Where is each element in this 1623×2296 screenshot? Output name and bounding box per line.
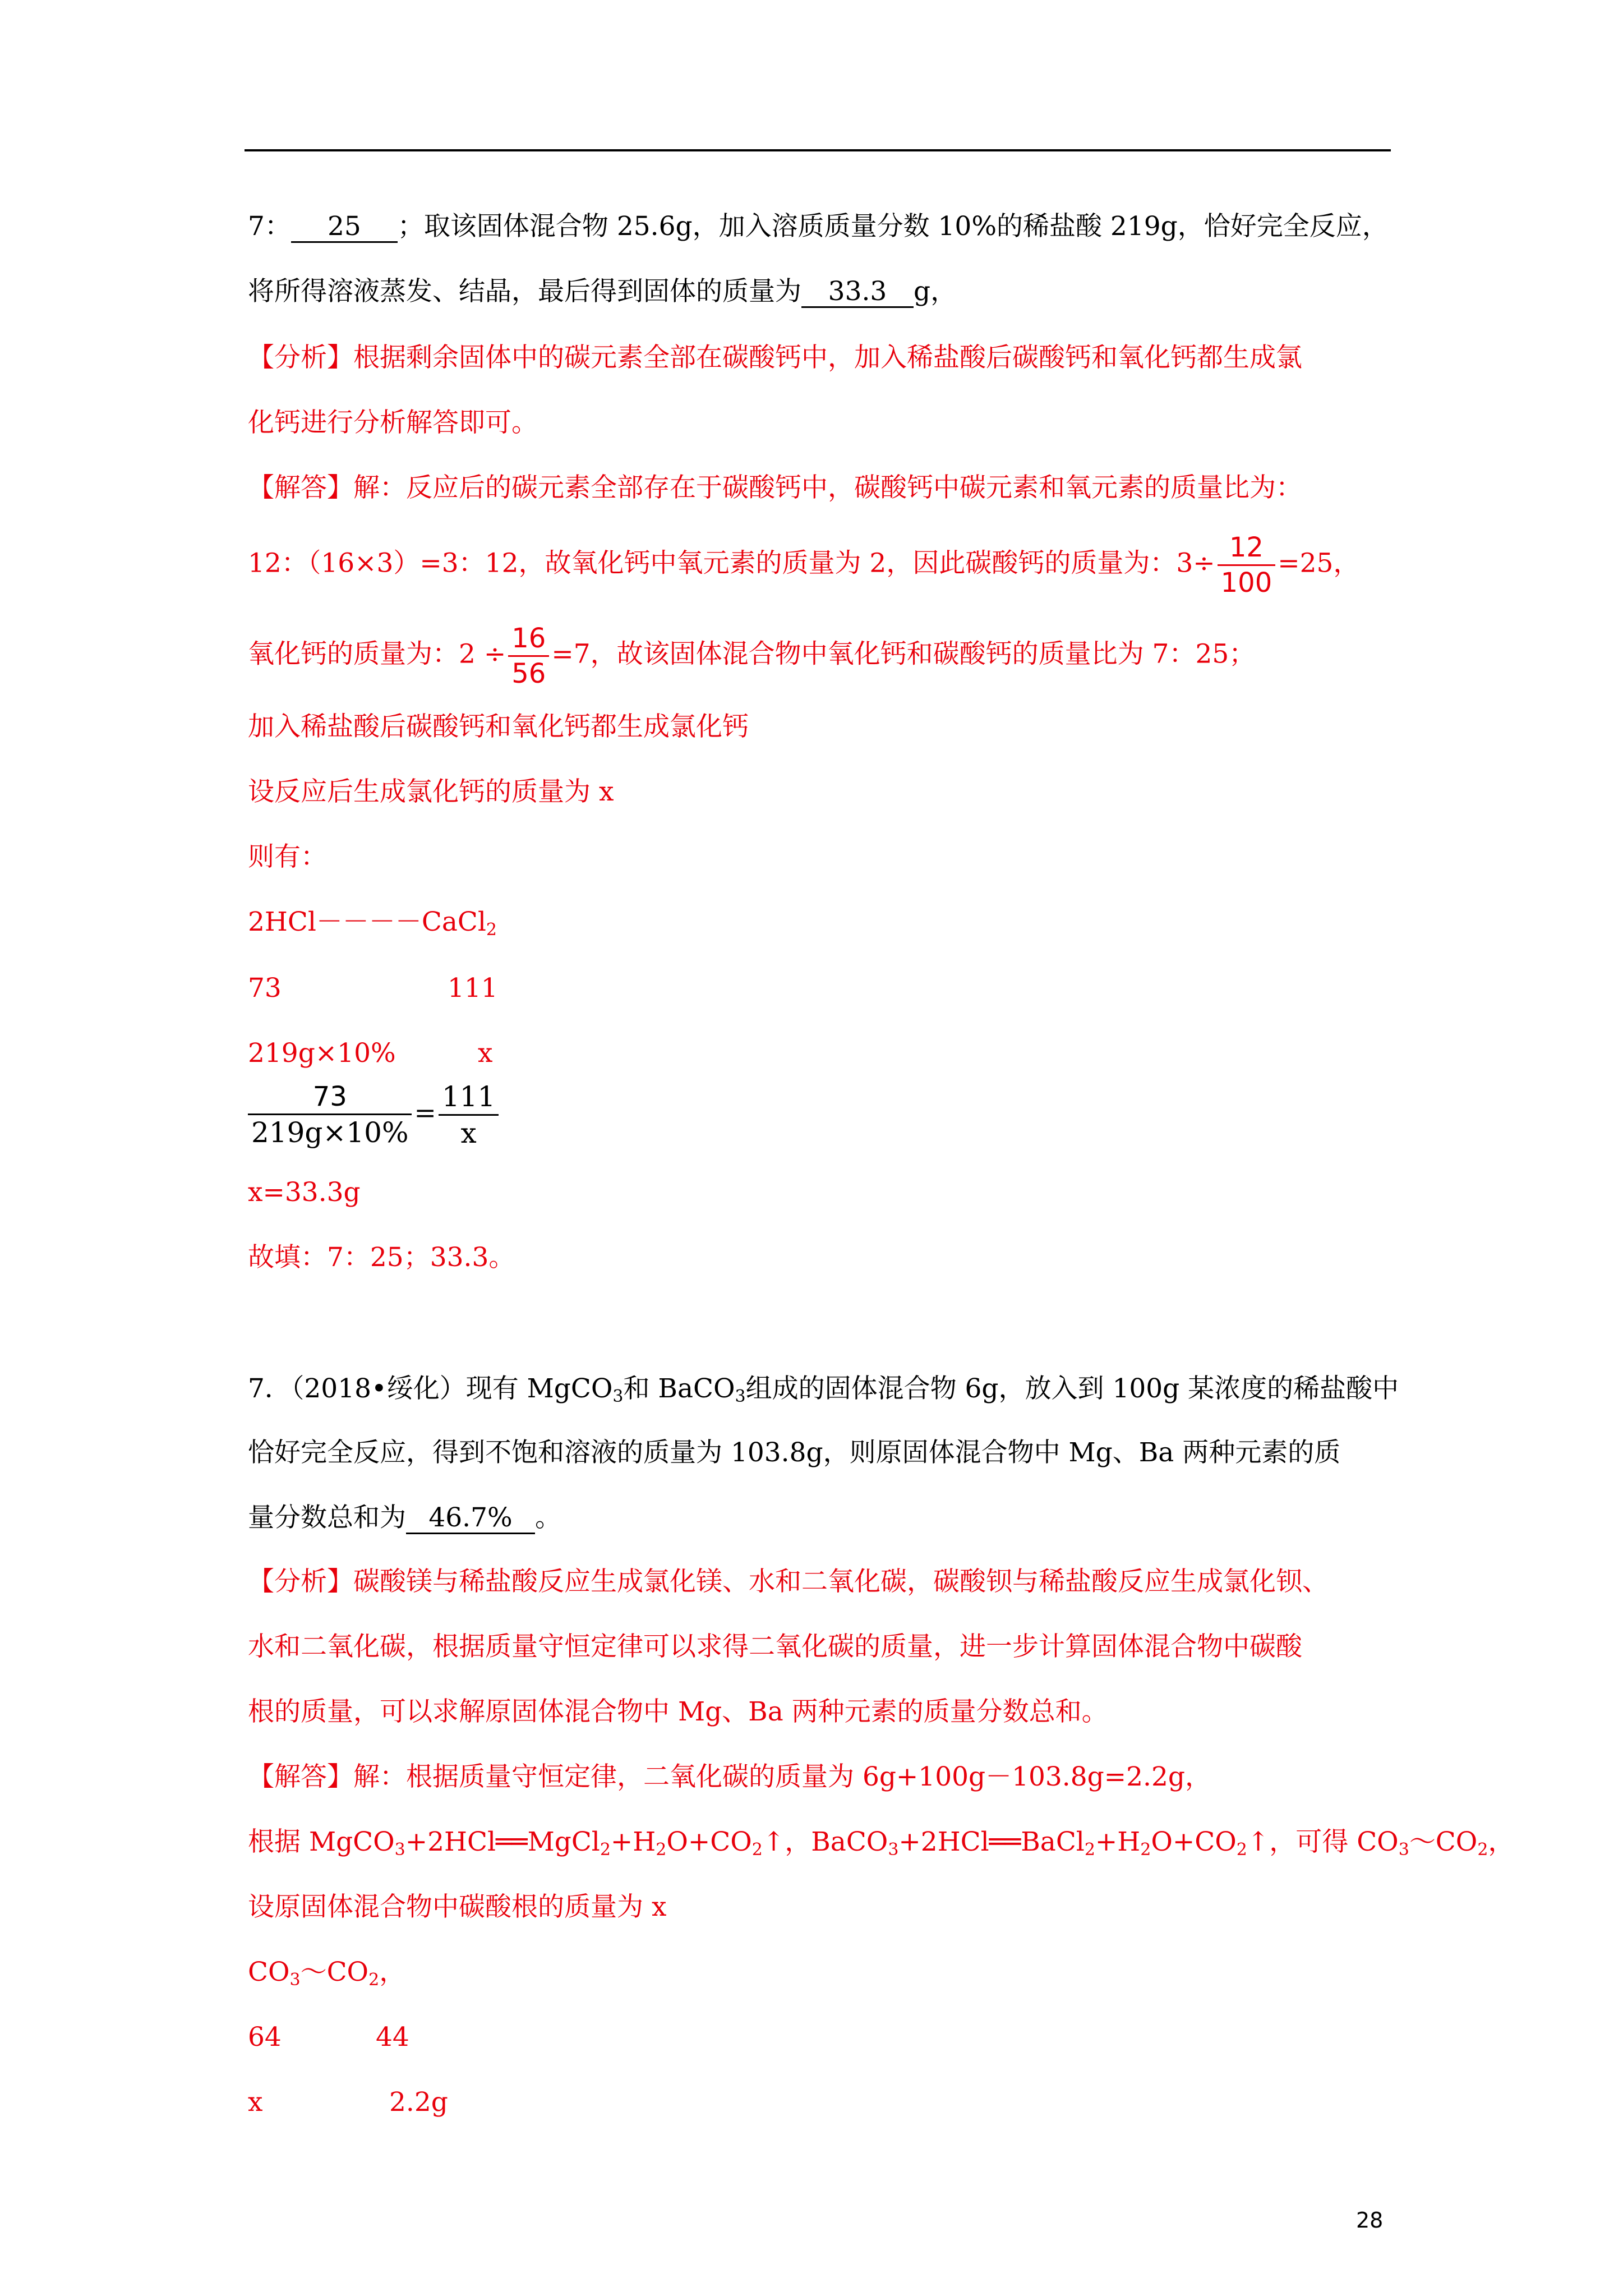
equation-line: 2HCl－－－－CaCl$_2$ xyxy=(248,907,497,940)
result-line: x=33.3g xyxy=(248,1177,361,1208)
question-line: 恰好完全反应，得到不饱和溶液的质量为 103.8g，则原固体混合物中 Mg、Ba 两种元素的质 xyxy=(248,1437,1341,1468)
fraction: $\frac{111}{x}$ xyxy=(439,1083,499,1147)
answer-tag: 【解答】 xyxy=(248,472,353,503)
fraction: $\frac{12}{100}$ xyxy=(1218,534,1276,596)
analysis-tag: 【分析】 xyxy=(248,342,353,373)
fill-line: 故填：7：25；33.3。 xyxy=(248,1242,515,1273)
answer-line: 则有： xyxy=(248,841,327,872)
answer-line: 【解答】解：根据质量守恒定律，二氧化碳的质量为 6g+100g－103.8g=2.2g， xyxy=(248,1761,1211,1792)
page-number: 28 xyxy=(1356,2208,1384,2233)
answer-tag: 【解答】 xyxy=(248,1761,353,1792)
proportion-line: $\frac{73}{219g\times 10\%}$ = $\frac{111}{x}$ xyxy=(248,1083,501,1147)
answer-line: 设原固体混合物中碳酸根的质量为 x xyxy=(248,1892,667,1922)
analysis-tag: 【分析】 xyxy=(248,1566,353,1597)
answer-line: 【解答】解：反应后的碳元素全部存在于碳酸钙中，碳酸钙中碳元素和氧元素的质量比为： xyxy=(248,472,1302,503)
given-line: x 2.2g xyxy=(248,2087,448,2118)
answer-blank: 25 xyxy=(291,212,398,243)
mass-line: 73 111 xyxy=(248,973,498,1004)
answer-line: 12：（16×3）=3：12，故氧化钙中氧元素的质量为 2，因此碳酸钙的质量为：3÷ $\frac{12}{100}$ =25， xyxy=(248,532,1360,599)
analysis-line: 【分析】碳酸镁与稀盐酸反应生成氯化镁、水和二氧化碳，碳酸钡与稀盐酸反应生成氯化钡、 xyxy=(248,1566,1329,1597)
relation-line: $CO_3\sim CO_2$， xyxy=(248,1957,406,1990)
question-line: 7： 25 ；取该固体混合物 25.6g，加入溶质质量分数 10%的稀盐酸 219g，恰好完全反应， xyxy=(248,211,1389,242)
analysis-line: 【分析】根据剩余固体中的碳元素全部在碳酸钙中，加入稀盐酸后碳酸钙和氧化钙都生成氯 xyxy=(248,342,1302,373)
fraction: $\frac{73}{219g\times 10\%}$ xyxy=(248,1083,412,1147)
analysis-line: 根的质量，可以求解原固体混合物中 Mg、Ba 两种元素的质量分数总和。 xyxy=(248,1696,1108,1727)
fraction: $\frac{16}{56}$ xyxy=(508,625,549,687)
question-line: 7．（2018•绥化）现有 MgCO$_3$和 BaCO$_3$组成的固体混合物 6g，放入到 100g 某浓度的稀盐酸中 xyxy=(248,1373,1399,1406)
answer-line: 加入稀盐酸后碳酸钙和氧化钙都生成氯化钙 xyxy=(248,711,749,742)
mass-line: 64 44 xyxy=(248,2022,409,2053)
analysis-line: 水和二氧化碳，根据质量守恒定律可以求得二氧化碳的质量，进一步计算固体混合物中碳酸 xyxy=(248,1631,1302,1662)
question-line: 量分数总和为 46.7% 。 xyxy=(248,1502,561,1533)
question-line: 将所得溶液蒸发、结晶，最后得到固体的质量为 33.3 g， xyxy=(248,276,957,307)
analysis-line: 化钙进行分析解答即可。 xyxy=(248,407,538,438)
answer-line: 氧化钙的质量为：2 ÷ $\frac{16}{56}$ =7，故该固体混合物中氧化钙和碳酸钙的质量比为 7：25； xyxy=(248,623,1256,689)
answer-blank: 33.3 xyxy=(801,277,914,308)
reaction-line: 根据 $MgCO_3+2HCl══MgCl_2+H_2O+CO_2↑$，$BaCO_3+2HCl══BaCl_2+H_2O+CO_2↑$，可得 $CO_3\sim CO_2$， xyxy=(248,1826,1515,1860)
answer-blank: 46.7% xyxy=(406,1503,535,1534)
given-line: 219g×10% x xyxy=(248,1038,493,1069)
header-rule xyxy=(245,149,1391,151)
answer-line: 设反应后生成氯化钙的质量为 x xyxy=(248,776,614,807)
